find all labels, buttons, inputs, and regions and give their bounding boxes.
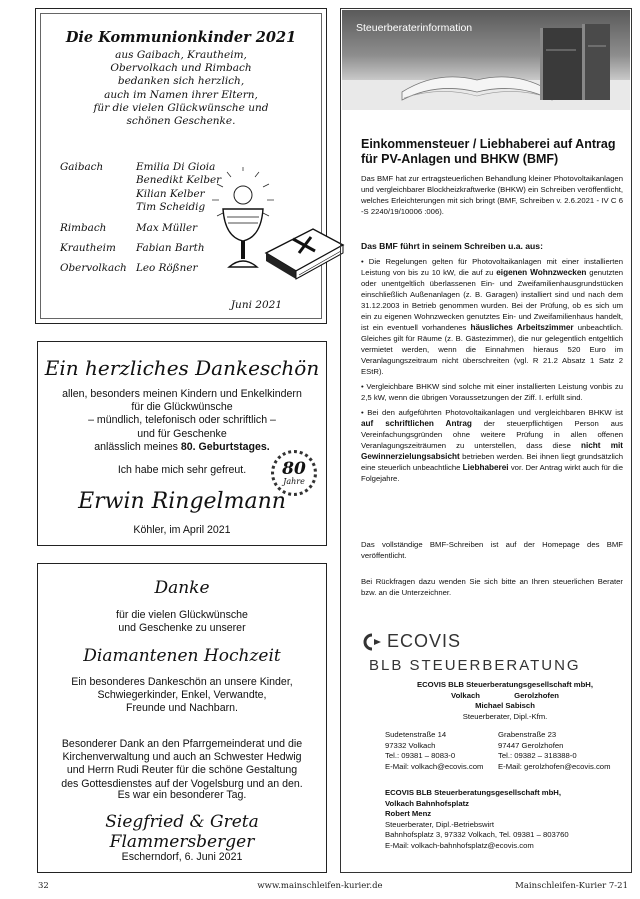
chalice-bible-illustration (201, 167, 351, 292)
header-label: Steuerberaterinformation (356, 22, 473, 34)
footer-issue: Mainschleifen-Kurier 7-21 (515, 881, 628, 891)
eighty-years-badge: 80 Jahre (271, 450, 317, 496)
diamanten-title: Danke (154, 578, 210, 598)
ecovis-logo: ECOVIS (361, 631, 461, 652)
diamanten-text-1: für die vielen Glückwünsche und Geschenke zu unserer (116, 609, 248, 635)
diamantene-hochzeit-ad (37, 563, 327, 873)
article-note: Das vollständige BMF-Schreiben ist auf der Homepage des BMF veröffentlicht. (361, 540, 623, 560)
group-gaibach: Gaibach Emilia Di Gioia Benedikt Kelber Kilian Kelber Tim Scheidig (60, 161, 222, 214)
dankeschoen-happy: Ich habe mich sehr gefreut. (117, 464, 247, 476)
office-volkach: Sudetenstraße 14 97332 Volkach Tel.: 09381 – 8083-0 E-Mail: volkach@ecovis.com (385, 730, 498, 772)
kommunion-ad (35, 8, 327, 324)
diamanten-text-2: Ein besonderes Dankeschön an unsere Kinder, Schwiegerkinder, Enkel, Verwandte, Freunde und Nachbarn. (71, 676, 293, 715)
footer-url[interactable]: www.mainschleifen-kurier.de (257, 881, 383, 891)
article-intro: Das BMF hat zur ertragsteuerlichen Behandlung kleiner Photovoltaikanlagen und vergleichbarer Blockheizkraftwerke (BHKW) ein Schreiben veröffentlicht, welches Erleichterungen mit sich bringt (BMF, Schreiben v. 2.6.2021 - IV C 6 -S 2240/19/10006 :006). (361, 174, 623, 216)
office-2-details: Robert Menz Steuerberater, Dipl.-Betriebswirt Bahnhofsplatz 3, 97332 Volkach, Tel. 09381 – 803760 E-Mail: volkach-bahnhofsplatz@ecovis.com (385, 809, 625, 851)
diamanten-sign: Escherndorf, 6. Juni 2021 (121, 851, 243, 863)
group-rimbach: Rimbach Max Müller (60, 221, 198, 234)
dankeschoen-ad (37, 341, 327, 546)
steuerberater-info (340, 8, 632, 873)
dankeschoen-title: Ein herzliches Dankeschön (44, 356, 320, 380)
office-1-header: ECOVIS BLB Steuerberatungsgesellschaft mbH, Volkach Gerolzhofen Michael Sabisch Steuerberater, Dipl.-Kfm. (417, 680, 593, 721)
kommunion-intro: aus Gaibach, Krautheim, Obervolkach und Rimbach bedanken sich herzlich, auch im Namen ihrer Eltern, für die vielen Glückwünsche und schönen Geschenke. (93, 49, 269, 128)
diamanten-occasion: Diamantenen Hochzeit (83, 646, 281, 666)
email-volkach[interactable]: E-Mail: volkach@ecovis.com (385, 761, 484, 771)
article-bullets (361, 256, 623, 488)
group-krautheim: Krautheim Fabian Barth (60, 242, 205, 255)
office-2-header: ECOVIS BLB Steuerberatungsgesellschaft mbH, Volkach Bahnhofsplatz (385, 788, 561, 808)
group-obervolkach: Obervolkach Leo Rößner (60, 262, 198, 275)
email-bahnhofsplatz[interactable]: E-Mail: volkach-bahnhofsplatz@ecovis.com (385, 840, 534, 850)
bullet-3: • Bei den aufgeführten Photovoltaikanlagen und vergleichbaren BHKW ist auf schriftlichen Antrag der steuerpflichtigen Person aus Vereinfachungsgründen ohne weitere Prüfung in allen offenen Veranlagungszeiträumen zu unterstellen, dass diese nicht mit Gewinnerzielungsabsicht betrieben werden. Bei ihnen liegt grundsätzlich eine steuerlich unbeachtliche Liebhaberei vor. Der Antrag wirkt auch für die Folgejahre. (361, 408, 624, 483)
office-addresses (385, 730, 625, 772)
dankeschoen-text: allen, besonders meinen Kindern und Enkelkindern für die Glückwünsche – mündlich, telefonisch oder schriftlich – und für Geschenke anlässlich meines 80. Geburtstages. (62, 388, 302, 453)
ecovis-mark-icon (361, 633, 383, 651)
books-image (342, 10, 630, 110)
office-gerolzhofen: Grabenstraße 23 97447 Gerolzhofen Tel.: 09382 – 318388-0 E-Mail: gerolzhofen@ecovis.com (498, 730, 611, 771)
dankeschoen-name: Erwin Ringelmann (78, 489, 286, 514)
kommunion-title: Die Kommunionkinder 2021 (65, 29, 297, 46)
article-subheading: Das BMF führt in seinem Schreiben u.a. aus: (361, 241, 543, 251)
diamanten-text-4: Es war ein besonderer Tag. (117, 789, 247, 801)
kommunion-date: Juni 2021 (230, 299, 282, 311)
email-gerolzhofen[interactable]: E-Mail: gerolzhofen@ecovis.com (498, 761, 611, 771)
bullet-2: • Vergleichbare BHKW sind solche mit einer installierten Leistung vonbis zu 2,5 kW, wenn die übrigen Voraussetzungen der Ziff. I. erfüllt sind. (361, 382, 623, 402)
diamanten-text-3: Besonderer Dank an den Pfarrgemeinderat und die Kirchenverwaltung und auch an Schwester Hedwig und Herrn Rudi Reuter für die schöne Gestaltung des Gottesdienstes auf der Vogelsburg und an den. (61, 738, 303, 790)
diamanten-names: Siegfried & Greta Flammersberger (105, 812, 259, 852)
header-banner (342, 10, 630, 110)
article-title: Einkommensteuer / Liebhaberei auf Antrag für PV-Anlagen und BHKW (BMF) (361, 137, 616, 166)
page-number: 32 (38, 881, 49, 891)
dankeschoen-sign: Köhler, im April 2021 (133, 524, 231, 536)
article-contact-note: Bei Rückfragen dazu wenden Sie sich bitte an Ihren steuerlichen Berater bzw. an die Unterzeichner. (361, 577, 623, 597)
ecovis-subline: BLB STEUERBERATUNG (369, 657, 581, 674)
bullet-1: • Die Regelungen gelten für Photovoltaikanlagen mit einer installierten Leistung von bis zu 10 kW, die auf zu eigenen Wohnzwecken genutzten oder unentgeltlich überlassenen Ein- und Zweifamilienhausgrundstücken einschließlich Außenanlagen (z. B. Garagen) installiert sind und nach dem 31.12.2003 in Betrieb genommen wurden. Bei der Prüfung, ob es sich um ein zu eigenen Wohnzwecken genutztes Ein- und Zweifamilienhaus handelt, ist ein eventuell vorhandenes häusliches Arbeitszimmer unbeachtlich. Gleiches gilt für Räume (z. B. Gästezimmer), die nur gelegentlich entgeltlich vermietet werden, wenn die Einnahmen hieraus 520 Euro im Veranlagungszeitraum nicht überschreiten (vgl. R 21.2 Absatz 1 Satz 2 EStR). (361, 257, 623, 376)
